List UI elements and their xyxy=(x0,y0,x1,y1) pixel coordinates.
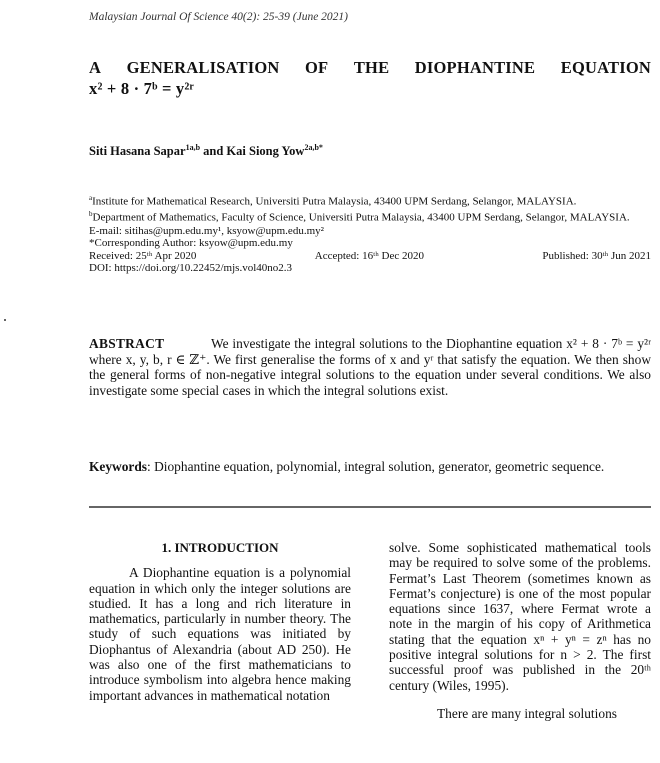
received-date: Received: 25ᵗʰ Apr 2020 xyxy=(89,249,197,262)
stray-dot xyxy=(4,319,6,321)
title-word: DIOPHANTINE xyxy=(414,58,536,77)
author-conjunction: and xyxy=(200,144,227,159)
right-column xyxy=(389,540,651,721)
keywords-text: : Diophantine equation, polynomial, integral solution, generator, geometric sequence. xyxy=(147,459,605,474)
title-line xyxy=(89,58,651,78)
abstract xyxy=(89,336,651,398)
affiliation-text: Institute for Mathematical Research, Universiti Putra Malaysia, 43400 UPM Serdang, Selangor, MALAYSIA. xyxy=(92,195,577,208)
abstract-label: ABSTRACT xyxy=(89,336,165,351)
dates-row xyxy=(89,250,651,263)
next-paragraph: There are many integral solutions xyxy=(437,705,617,721)
title-equation: x² + 8 · 7ᵇ = y²ʳ xyxy=(89,79,194,98)
published-date: Published: 30ᵗʰ Jun 2021 xyxy=(542,249,651,262)
title-word: GENERALISATION xyxy=(126,58,280,77)
affiliation-b: $^b$Department of Mathematics, Faculty of Science, Universiti Putra Malaysia, 43400 UPM Serdang, Selangor, MALAYSIA. xyxy=(89,210,630,224)
author-affiliation-mark: 1a,b xyxy=(185,143,201,152)
author-name: Siti Hasana Sapar xyxy=(89,144,186,159)
left-column xyxy=(89,540,351,703)
journal-header: Malaysian Journal Of Science 40(2): 25-39 (June 2021) xyxy=(89,11,348,23)
title-word: OF xyxy=(305,58,329,77)
email-line: E-mail: sitihas@upm.edu.my¹, ksyow@upm.edu.my² xyxy=(89,224,324,237)
author-affiliation-mark: 2a,b* xyxy=(304,143,323,152)
author-name: Kai Siong Yow xyxy=(226,144,305,159)
keywords xyxy=(89,459,651,475)
title-word: EQUATION xyxy=(560,58,651,77)
section-heading: 1. INTRODUCTION xyxy=(161,540,279,555)
doi-line: DOI: https://doi.org/10.22452/mjs.vol40no2.3 xyxy=(89,262,293,275)
keywords-label: Keywords xyxy=(89,459,148,474)
corresponding-author: *Corresponding Author: ksyow@upm.edu.my xyxy=(89,237,293,250)
paper-title xyxy=(89,58,651,99)
abstract-text: We investigate the integral solutions to the Diophantine equation x² + 8 · 7ᵇ = y²ʳ where x, y, b, r ∈ ℤ⁺. We first generalise the forms of x and yʳ that satisfy the equation. We then show the general forms of non-negative integral solutions to the equation under several conditions. We also investigate some special cases in which the integral solutions exist. xyxy=(89,336,651,398)
title-word: A xyxy=(89,58,102,77)
affiliation-text: Department of Mathematics, Faculty of Science, Universiti Putra Malaysia, 43400 UPM Serdang, Selangor, MALAYSIA. xyxy=(92,211,630,224)
accepted-date: Accepted: 16ᵗʰ Dec 2020 xyxy=(314,249,424,262)
intro-paragraph-continued: solve. Some sophisticated mathematical tools may be required to solve some of the problems. Fermat’s Last Theorem (sometimes known as Fermat’s conjecture) is one of the most popular equations since 1637, where Fermat wrote a note in the margin of his copy of Arithmetica stating that the equation xⁿ + yⁿ = zⁿ has no positive integral solutions for n > 2. The first successful proof was published in the 20ᵗʰ century (Wiles, 1995). xyxy=(389,540,651,693)
author-list xyxy=(89,143,323,159)
title-word: THE xyxy=(353,58,390,77)
affiliations xyxy=(89,192,651,275)
section-divider xyxy=(89,506,651,508)
affiliation-a: $^a$Institute for Mathematical Research, Universiti Putra Malaysia, 43400 UPM Serdang, Selangor, MALAYSIA. xyxy=(89,194,577,208)
intro-paragraph: A Diophantine equation is a polynomial equation in which only the integer solutions are studied. It has a long and rich literature in mathematics, particularly in number theory. The study of such equations was initiated by Diophantus of Alexandria (about AD 250). He was also one of the first mathematicians to introduce symbolism into algebra hence making important advances in mathematical notation xyxy=(89,565,351,703)
